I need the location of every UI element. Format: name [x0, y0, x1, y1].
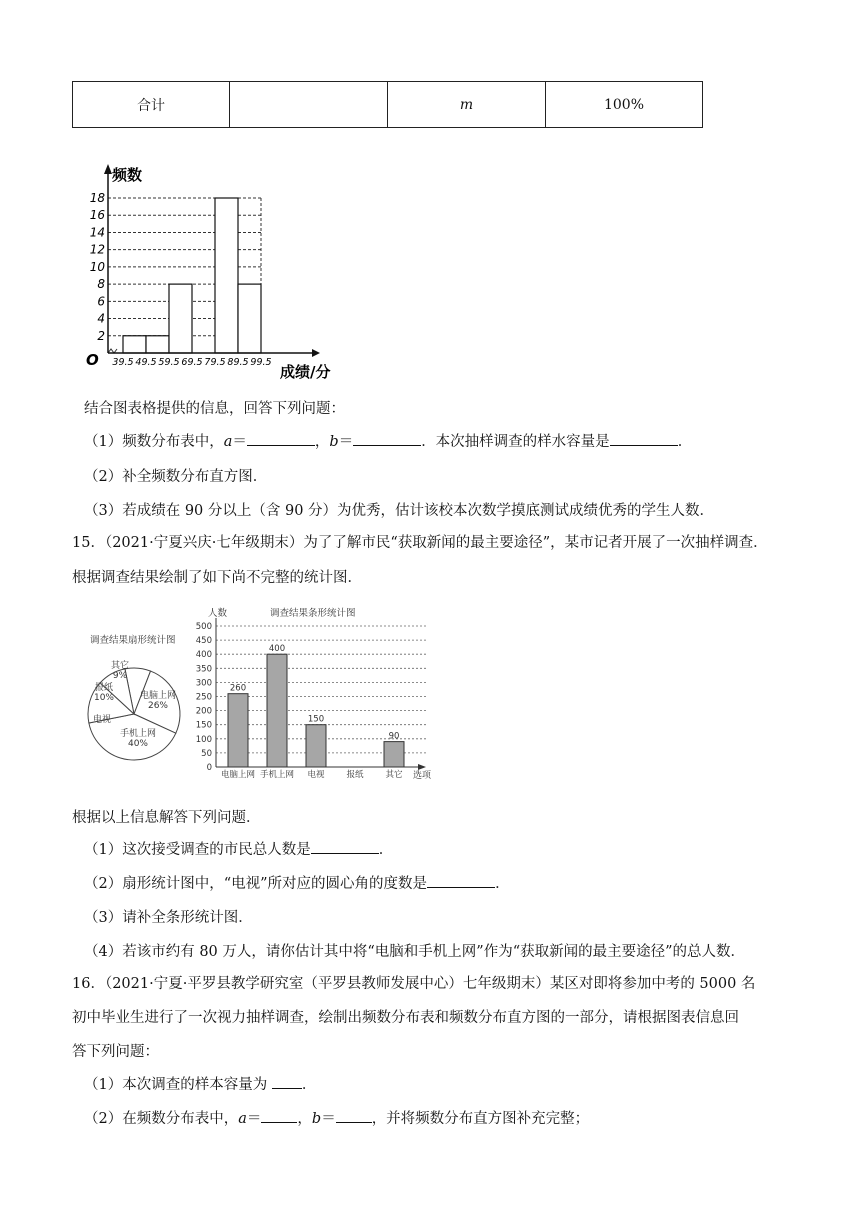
answer-blank-q16-a[interactable] — [261, 1107, 297, 1123]
q15-stem-line2: 根据调查结果绘制了如下尚不完整的统计图． — [72, 570, 362, 586]
bar-value-label: 90 — [388, 731, 400, 742]
histogram-bar — [146, 336, 169, 353]
frequency-table-total-row — [72, 81, 703, 128]
pie-percent: 10% — [93, 693, 115, 703]
q15-part2: （2）扇形统计图中，“电视”所对应的圆心角的度数是 ． — [84, 872, 510, 893]
answer-blank-sample-capacity[interactable] — [272, 1073, 302, 1089]
y-tick-label: 12 — [89, 242, 105, 257]
y-tick-label: 200 — [195, 706, 212, 717]
total-m-cell: m — [388, 82, 546, 128]
bar-chart-ylabel: 人数 — [208, 608, 228, 619]
bar — [306, 725, 326, 767]
total-label: 合计 — [73, 82, 230, 128]
y-tick-label: 250 — [195, 692, 212, 703]
q14-intro: 结合图表格提供的信息，回答下列问题： — [84, 401, 345, 417]
score-histogram — [78, 160, 348, 382]
answer-blank-a[interactable] — [247, 430, 315, 446]
histogram-bars — [123, 198, 261, 353]
bar-chart-bars — [228, 644, 404, 767]
histogram-bar — [123, 336, 146, 353]
pie-label: 电脑上网 — [139, 691, 177, 701]
x-axis-label: 成绩/分 — [280, 363, 331, 381]
answer-blank-tv-angle[interactable] — [427, 872, 495, 888]
y-tick-label: 50 — [201, 748, 212, 759]
pie-label: 手机上网 — [119, 729, 157, 739]
pie-chart-title: 调查结果扇形统计图 — [90, 635, 176, 646]
bar-value-label: 260 — [229, 683, 247, 694]
x-axis-arrow — [312, 349, 320, 357]
bar-chart-y-tick-labels — [196, 622, 212, 773]
y-tick-label: 150 — [195, 720, 212, 731]
pie-percent: 40% — [127, 739, 149, 749]
total-count-cell — [230, 82, 388, 128]
total-percent-cell: 100% — [546, 82, 703, 128]
x-tick-label: 89.5 — [227, 357, 249, 368]
y-tick-label: 300 — [195, 678, 212, 689]
x-tick-label: 其它 — [385, 770, 403, 780]
pie-percent: 9% — [112, 671, 128, 681]
q15-stem-line1: 15．（2021·宁夏兴庆·七年级期末）为了了解市民“获取新闻的最主要途径”，某市记者开展了一次抽样调查． — [72, 535, 768, 551]
x-tick-label: 49.5 — [135, 357, 157, 368]
bar — [228, 694, 248, 767]
q15-lead: 根据以上信息解答下列问题． — [72, 810, 261, 826]
q16-stem-line3: 答下列问题： — [72, 1044, 159, 1060]
answer-blank-total-people[interactable] — [311, 838, 379, 854]
bar-chart-xlabel: 选项 — [413, 771, 432, 781]
pie-label: 其它 — [110, 661, 130, 671]
survey-bar-chart — [188, 604, 448, 782]
q14-part3: （3）若成绩在 90 分以上（含 90 分）为优秀，估计该校本次数学摸底测试成绩优秀的学生人数． — [84, 503, 715, 519]
q14-part2: （2）补全频数分布直方图． — [84, 469, 268, 485]
x-tick-label: 报纸 — [346, 770, 364, 780]
y-tick-label: 2 — [97, 328, 105, 343]
bar — [267, 654, 287, 767]
q15-part4: （4）若该市约有 80 万人，请你估计其中将“电脑和手机上网”作为“获取新闻的最主要途径”的总人数． — [84, 944, 746, 960]
q16-part1: （1）本次调查的样本容量为 ． — [84, 1073, 316, 1094]
bar-chart-x-tick-labels — [221, 769, 403, 780]
y-tick-label: 450 — [195, 636, 212, 647]
y-axis-arrow — [104, 164, 112, 174]
histogram-bar — [215, 198, 238, 353]
origin-label: O — [86, 351, 99, 369]
pie-label: 报纸 — [94, 683, 114, 693]
y-tick-label: 14 — [89, 225, 105, 240]
y-tick-label: 350 — [195, 664, 212, 675]
bar-value-label: 400 — [268, 644, 286, 655]
histogram-bar — [238, 284, 261, 353]
bar-chart-title: 调查结果条形统计图 — [270, 608, 356, 619]
bar-value-label: 150 — [307, 714, 325, 725]
y-tick-label: 8 — [97, 277, 105, 292]
x-tick-label: 59.5 — [158, 357, 180, 368]
y-axis-label: 频数 — [112, 166, 143, 184]
y-tick-label: 400 — [195, 650, 212, 661]
y-tick-label: 6 — [97, 294, 105, 309]
q16-stem-line1: 16．（2021·宁夏·平罗县教学研究室（平罗县教师发展中心）七年级期末）某区对即将参加中考的 5000 名 — [72, 976, 756, 992]
pie-label: 电视 — [92, 715, 112, 725]
y-tick-label: 100 — [195, 734, 212, 745]
bar — [384, 742, 404, 767]
x-tick-label: 电脑上网 — [220, 770, 256, 780]
x-tick-labels — [112, 357, 271, 368]
y-tick-label: 500 — [195, 622, 212, 632]
q14-part1: （1）频数分布表中，a＝ ，b＝ ．本次抽样调查的样水容量是 ． — [84, 430, 692, 451]
answer-blank-b[interactable] — [353, 430, 421, 446]
q15-part3: （3）请补全条形统计图． — [84, 910, 253, 926]
q16-part2: （2）在频数分布表中，a＝ ，b＝ ，并将频数分布直方图补充完整； — [84, 1107, 589, 1128]
answer-blank-q16-b[interactable] — [336, 1107, 372, 1123]
x-tick-label: 手机上网 — [259, 770, 295, 780]
x-tick-label: 39.5 — [112, 357, 134, 368]
x-tick-label: 99.5 — [250, 357, 272, 368]
bar-chart-x-arrow — [418, 764, 426, 770]
y-tick-label: 0 — [206, 763, 212, 773]
q16-stem-line2: 初中毕业生进行了一次视力抽样调查，绘制出频数分布表和频数分布直方图的一部分，请根据图表信息回 — [72, 1010, 739, 1026]
y-tick-label: 16 — [89, 208, 105, 223]
x-tick-label: 69.5 — [181, 357, 203, 368]
y-tick-label: 4 — [97, 311, 105, 326]
y-tick-label: 10 — [89, 259, 105, 274]
histogram-bar — [169, 284, 192, 353]
x-tick-label: 79.5 — [204, 357, 226, 368]
y-tick-labels — [90, 191, 106, 343]
answer-blank-sample-size[interactable] — [610, 430, 678, 446]
pie-percent: 26% — [147, 701, 169, 711]
y-tick-label: 18 — [89, 191, 105, 205]
q15-part1: （1）这次接受调查的市民总人数是 ． — [84, 838, 393, 859]
x-tick-label: 电视 — [307, 770, 325, 780]
